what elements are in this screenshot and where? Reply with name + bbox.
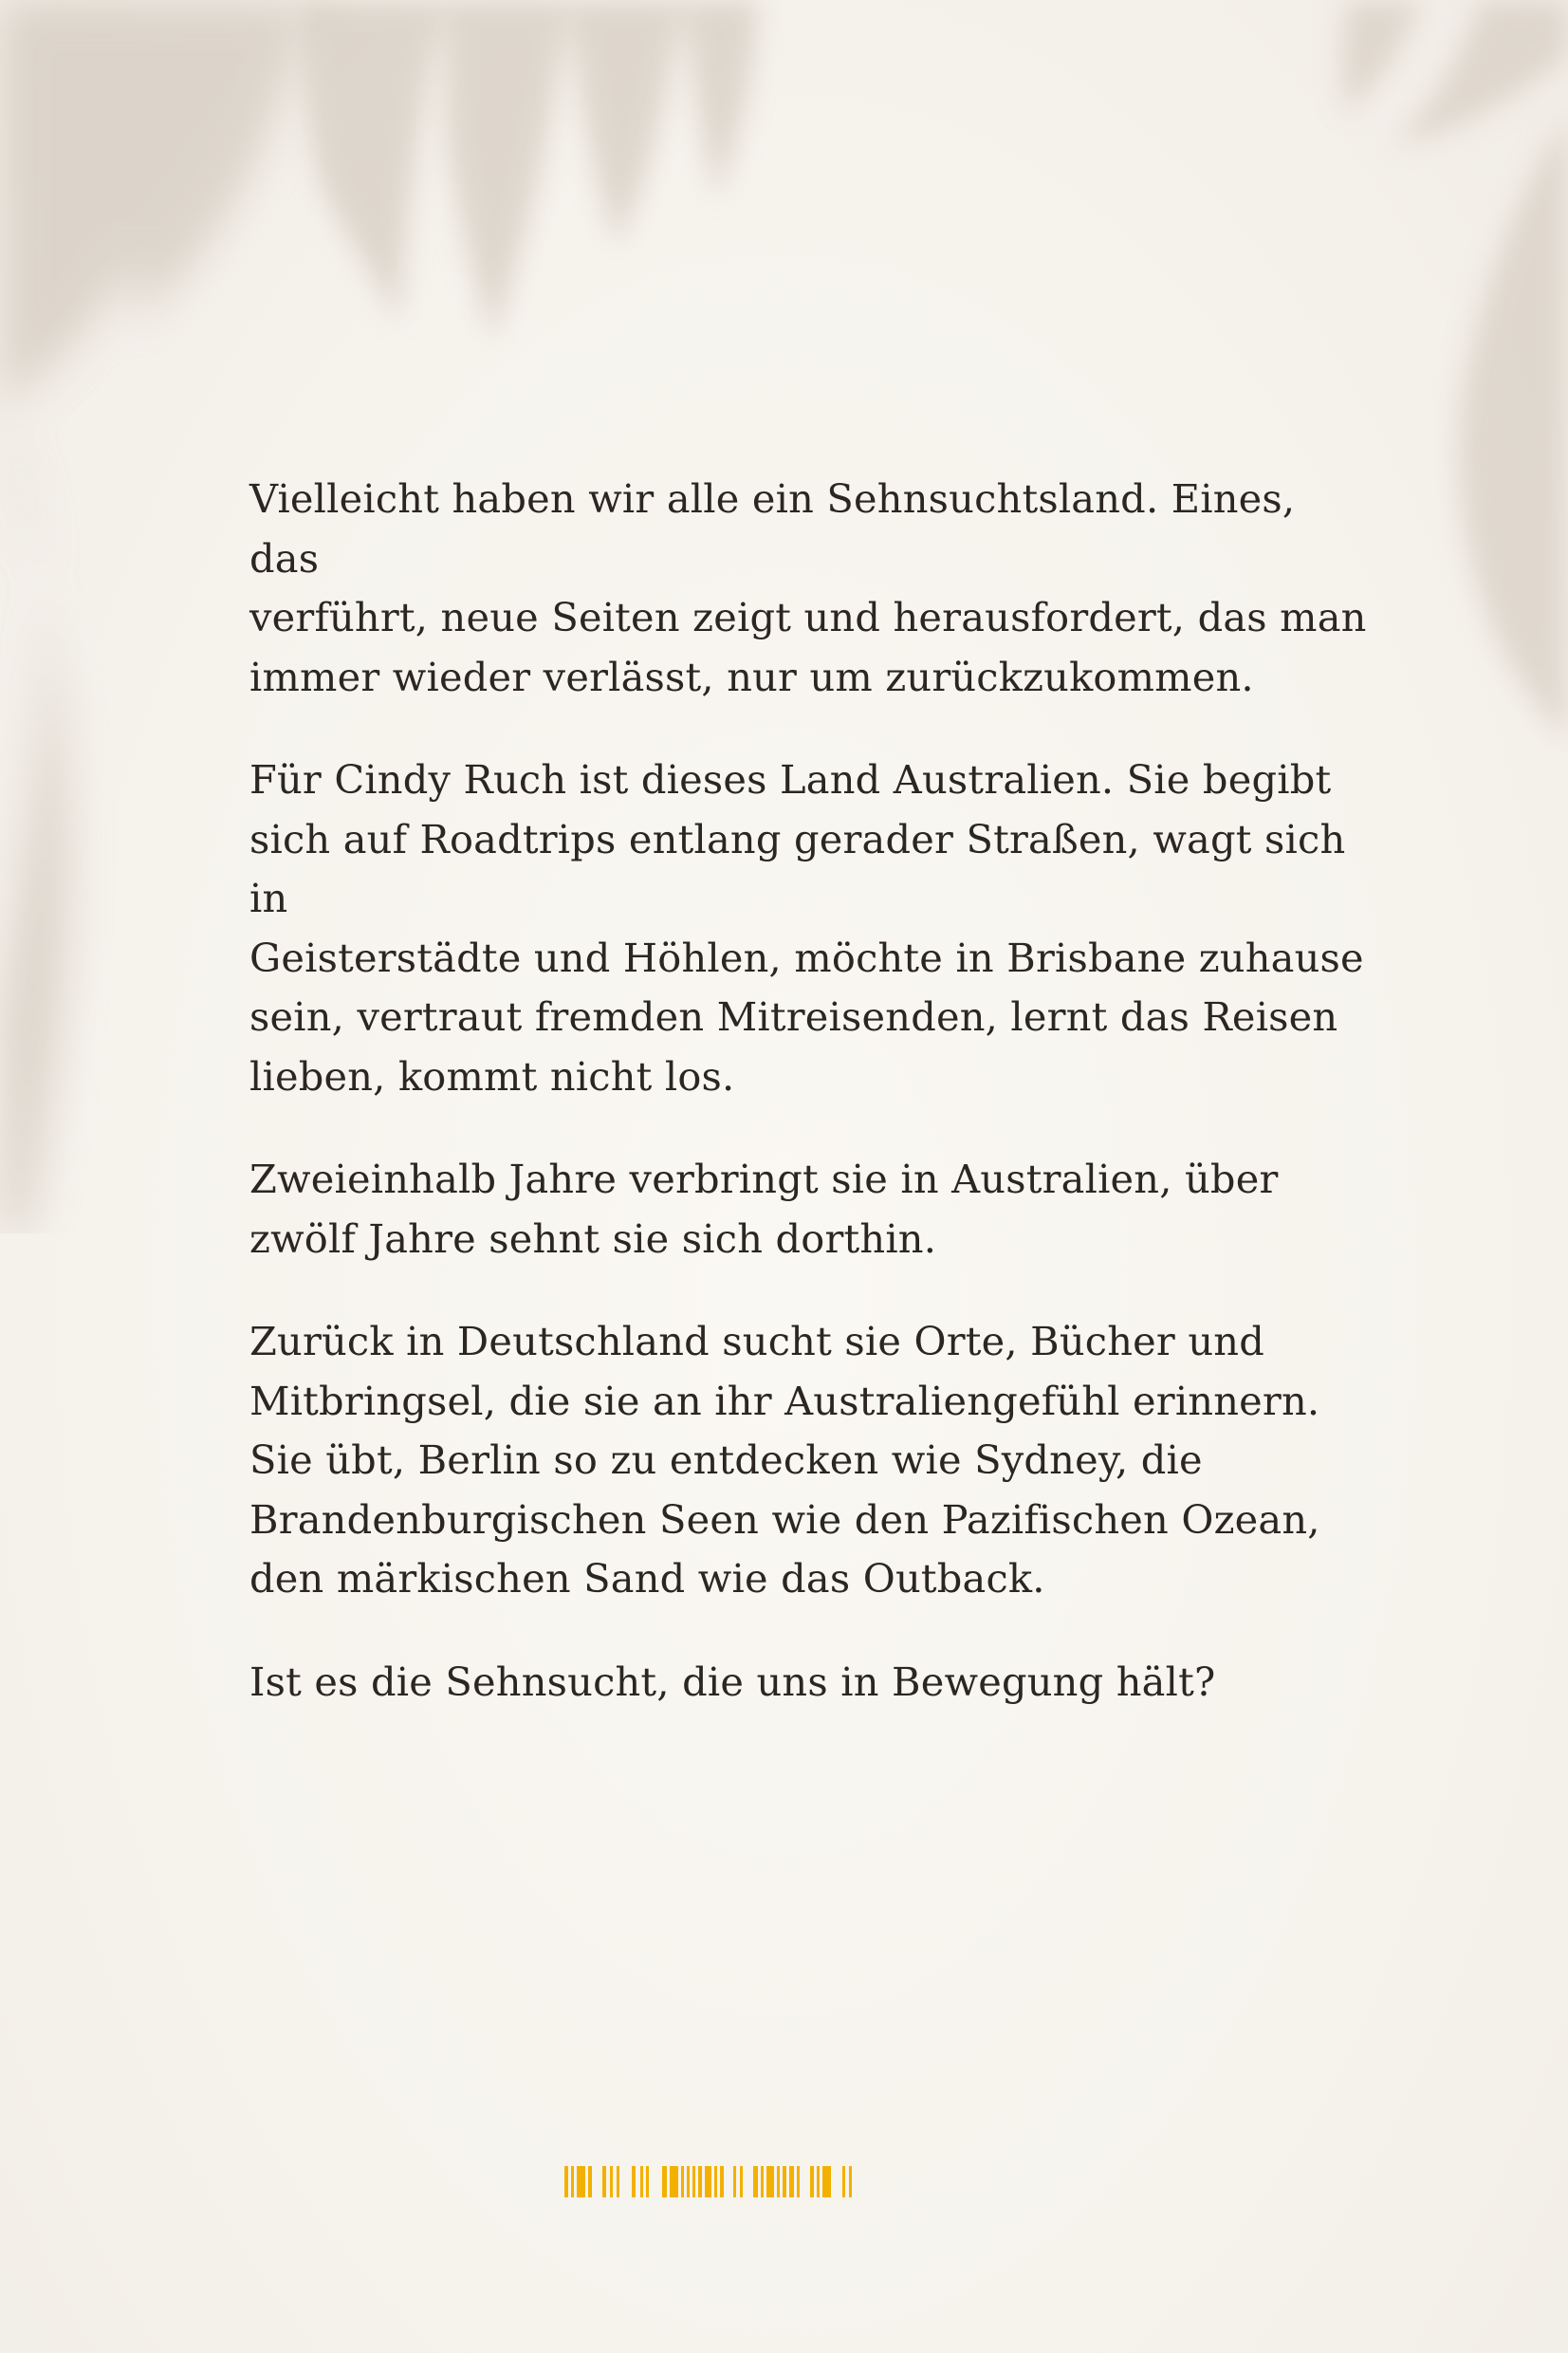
paragraph-5: Ist es die Sehnsucht, die uns in Bewegung hält? [249, 1658, 1216, 1705]
paragraph-3: Zweieinhalb Jahre verbringt sie in Australien, über zwölf Jahre sehnt sie sich dorthin. [249, 1156, 1279, 1262]
paragraph-2: Für Cindy Ruch ist dieses Land Australien. Sie begibt sich auf Roadtrips entlang gerader Straßen, wagt sich in Geisterstädte und Höhlen, möchte in Brisbane zuhause sein, vertraut fremden Mitreisenden, lernt das Reisen lieben, kommt nicht los. [249, 756, 1364, 1100]
paragraph-1: Vielleicht haben wir alle ein Sehnsuchtsland. Eines, das verführt, neue Seiten zeigt und herausfordert, das man immer wieder verlässt, nur um zurückzukommen. [249, 475, 1367, 700]
paragraph-4: Zurück in Deutschland sucht sie Orte, Bücher und Mitbringsel, die sie an ihr Australiengefühl erinnern. Sie übt, Berlin so zu entdecken wie Sydney, die Brandenburgischen Seen wie den Pazifischen Ozean, den märkischen Sand wie das Outback. [249, 1318, 1320, 1602]
blurb-text [249, 470, 1369, 1755]
barcode-icon [564, 2166, 991, 2197]
